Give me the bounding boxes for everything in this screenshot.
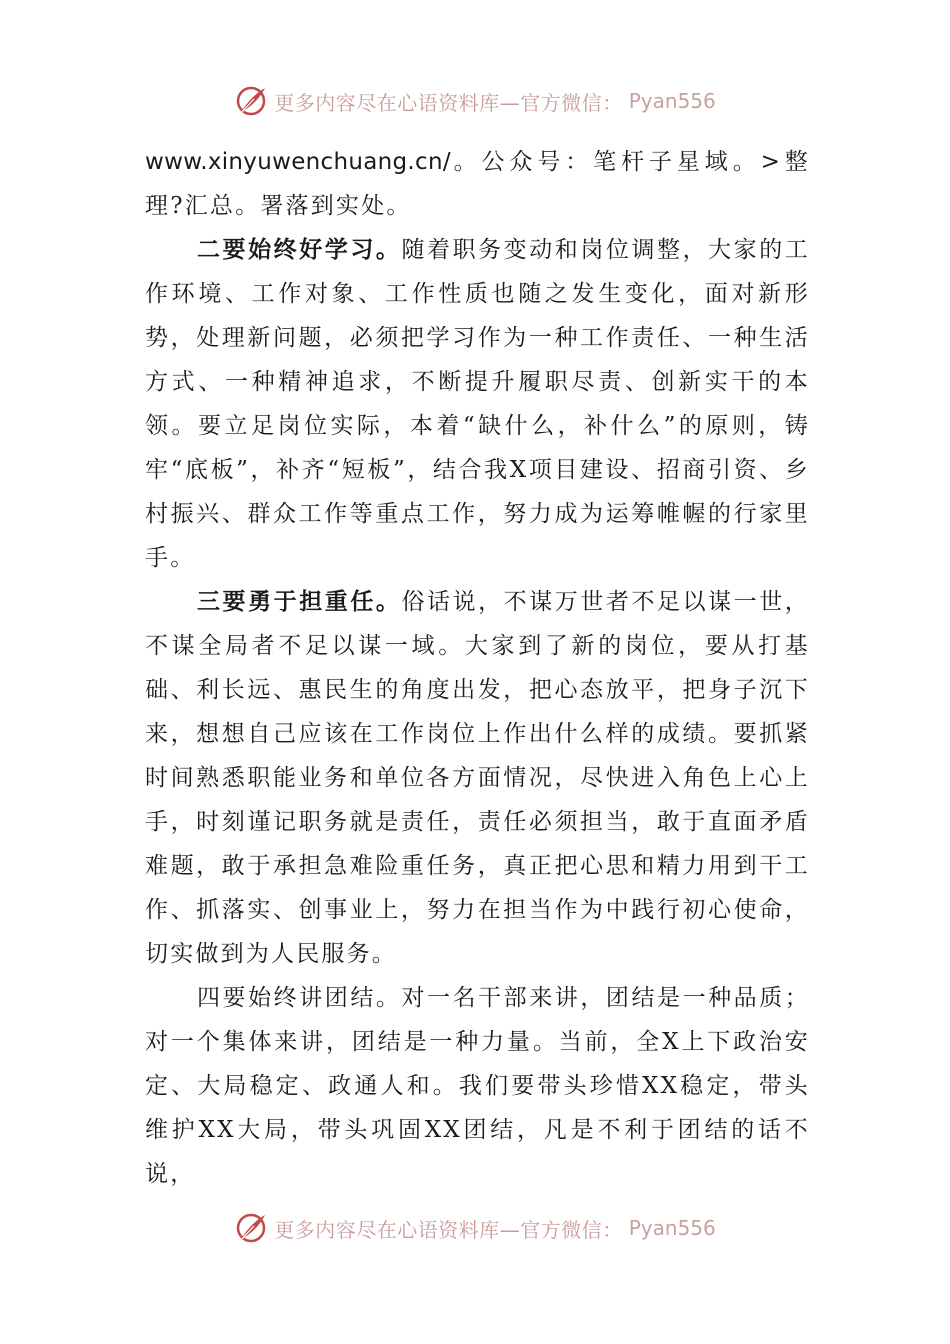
watermark-text: 更多内容尽在心语资料库—官方微信： xyxy=(274,90,623,115)
paragraph-continued xyxy=(145,140,810,228)
paragraph-lead: 二要始终好学习。 xyxy=(197,237,402,263)
paragraph-text: 四要始终讲团结。对一名干部来讲，团结是一种品质；对一个集体来讲，团结是一种力量。当前，全X上下政治安定、大局稳定、政通人和。我们要带头珍惜XX稳定，带头维护XX大局，带头巩固XX团结，凡是不利于团结的话不说， xyxy=(145,985,810,1187)
document-body xyxy=(145,140,810,1196)
website-url: www.xinyuwenchuang.cn/ xyxy=(145,149,451,175)
paragraph-lead: 三要勇于担重任。 xyxy=(197,589,402,615)
feather-pen-logo-icon xyxy=(234,1211,268,1245)
watermark-text: 更多内容尽在心语资料库—官方微信： xyxy=(274,1217,623,1242)
paragraph-study xyxy=(145,228,810,580)
paragraph-unity xyxy=(145,976,810,1196)
footer-watermark xyxy=(0,1211,950,1245)
feather-pen-logo-icon xyxy=(234,84,268,118)
watermark-wechat-id: Pyan556 xyxy=(628,1216,716,1240)
watermark-wechat-id: Pyan556 xyxy=(628,89,716,113)
header-watermark xyxy=(0,84,950,118)
paragraph-responsibility xyxy=(145,580,810,976)
paragraph-text: 。公众号：笔杆子星域。>整理?汇总。署落到实处。 xyxy=(145,149,810,219)
paragraph-text: 随着职务变动和岗位调整，大家的工作环境、工作对象、工作性质也随之发生变化，面对新形势，处理新问题，必须把学习作为一种工作责任、一种生活方式、一种精神追求，不断提升履职尽责、创新实干的本领。要立足岗位实际，本着“缺什么，补什么”的原则，铸牢“底板”，补齐“短板”，结合我X项目建设、招商引资、乡村振兴、群众工作等重点工作，努力成为运筹帷幄的行家里手。 xyxy=(145,237,810,571)
paragraph-text: 俗话说，不谋万世者不足以谋一世，不谋全局者不足以谋一域。大家到了新的岗位，要从打基础、利长远、惠民生的角度出发，把心态放平，把身子沉下来，想想自己应该在工作岗位上作出什么样的成绩。要抓紧时间熟悉职能业务和单位各方面情况，尽快进入角色上心上手，时刻谨记职务就是责任，责任必须担当，敢于直面矛盾难题，敢于承担急难险重任务，真正把心思和精力用到干工作、抓落实、创事业上，努力在担当作为中践行初心使命，切实做到为人民服务。 xyxy=(145,589,810,967)
